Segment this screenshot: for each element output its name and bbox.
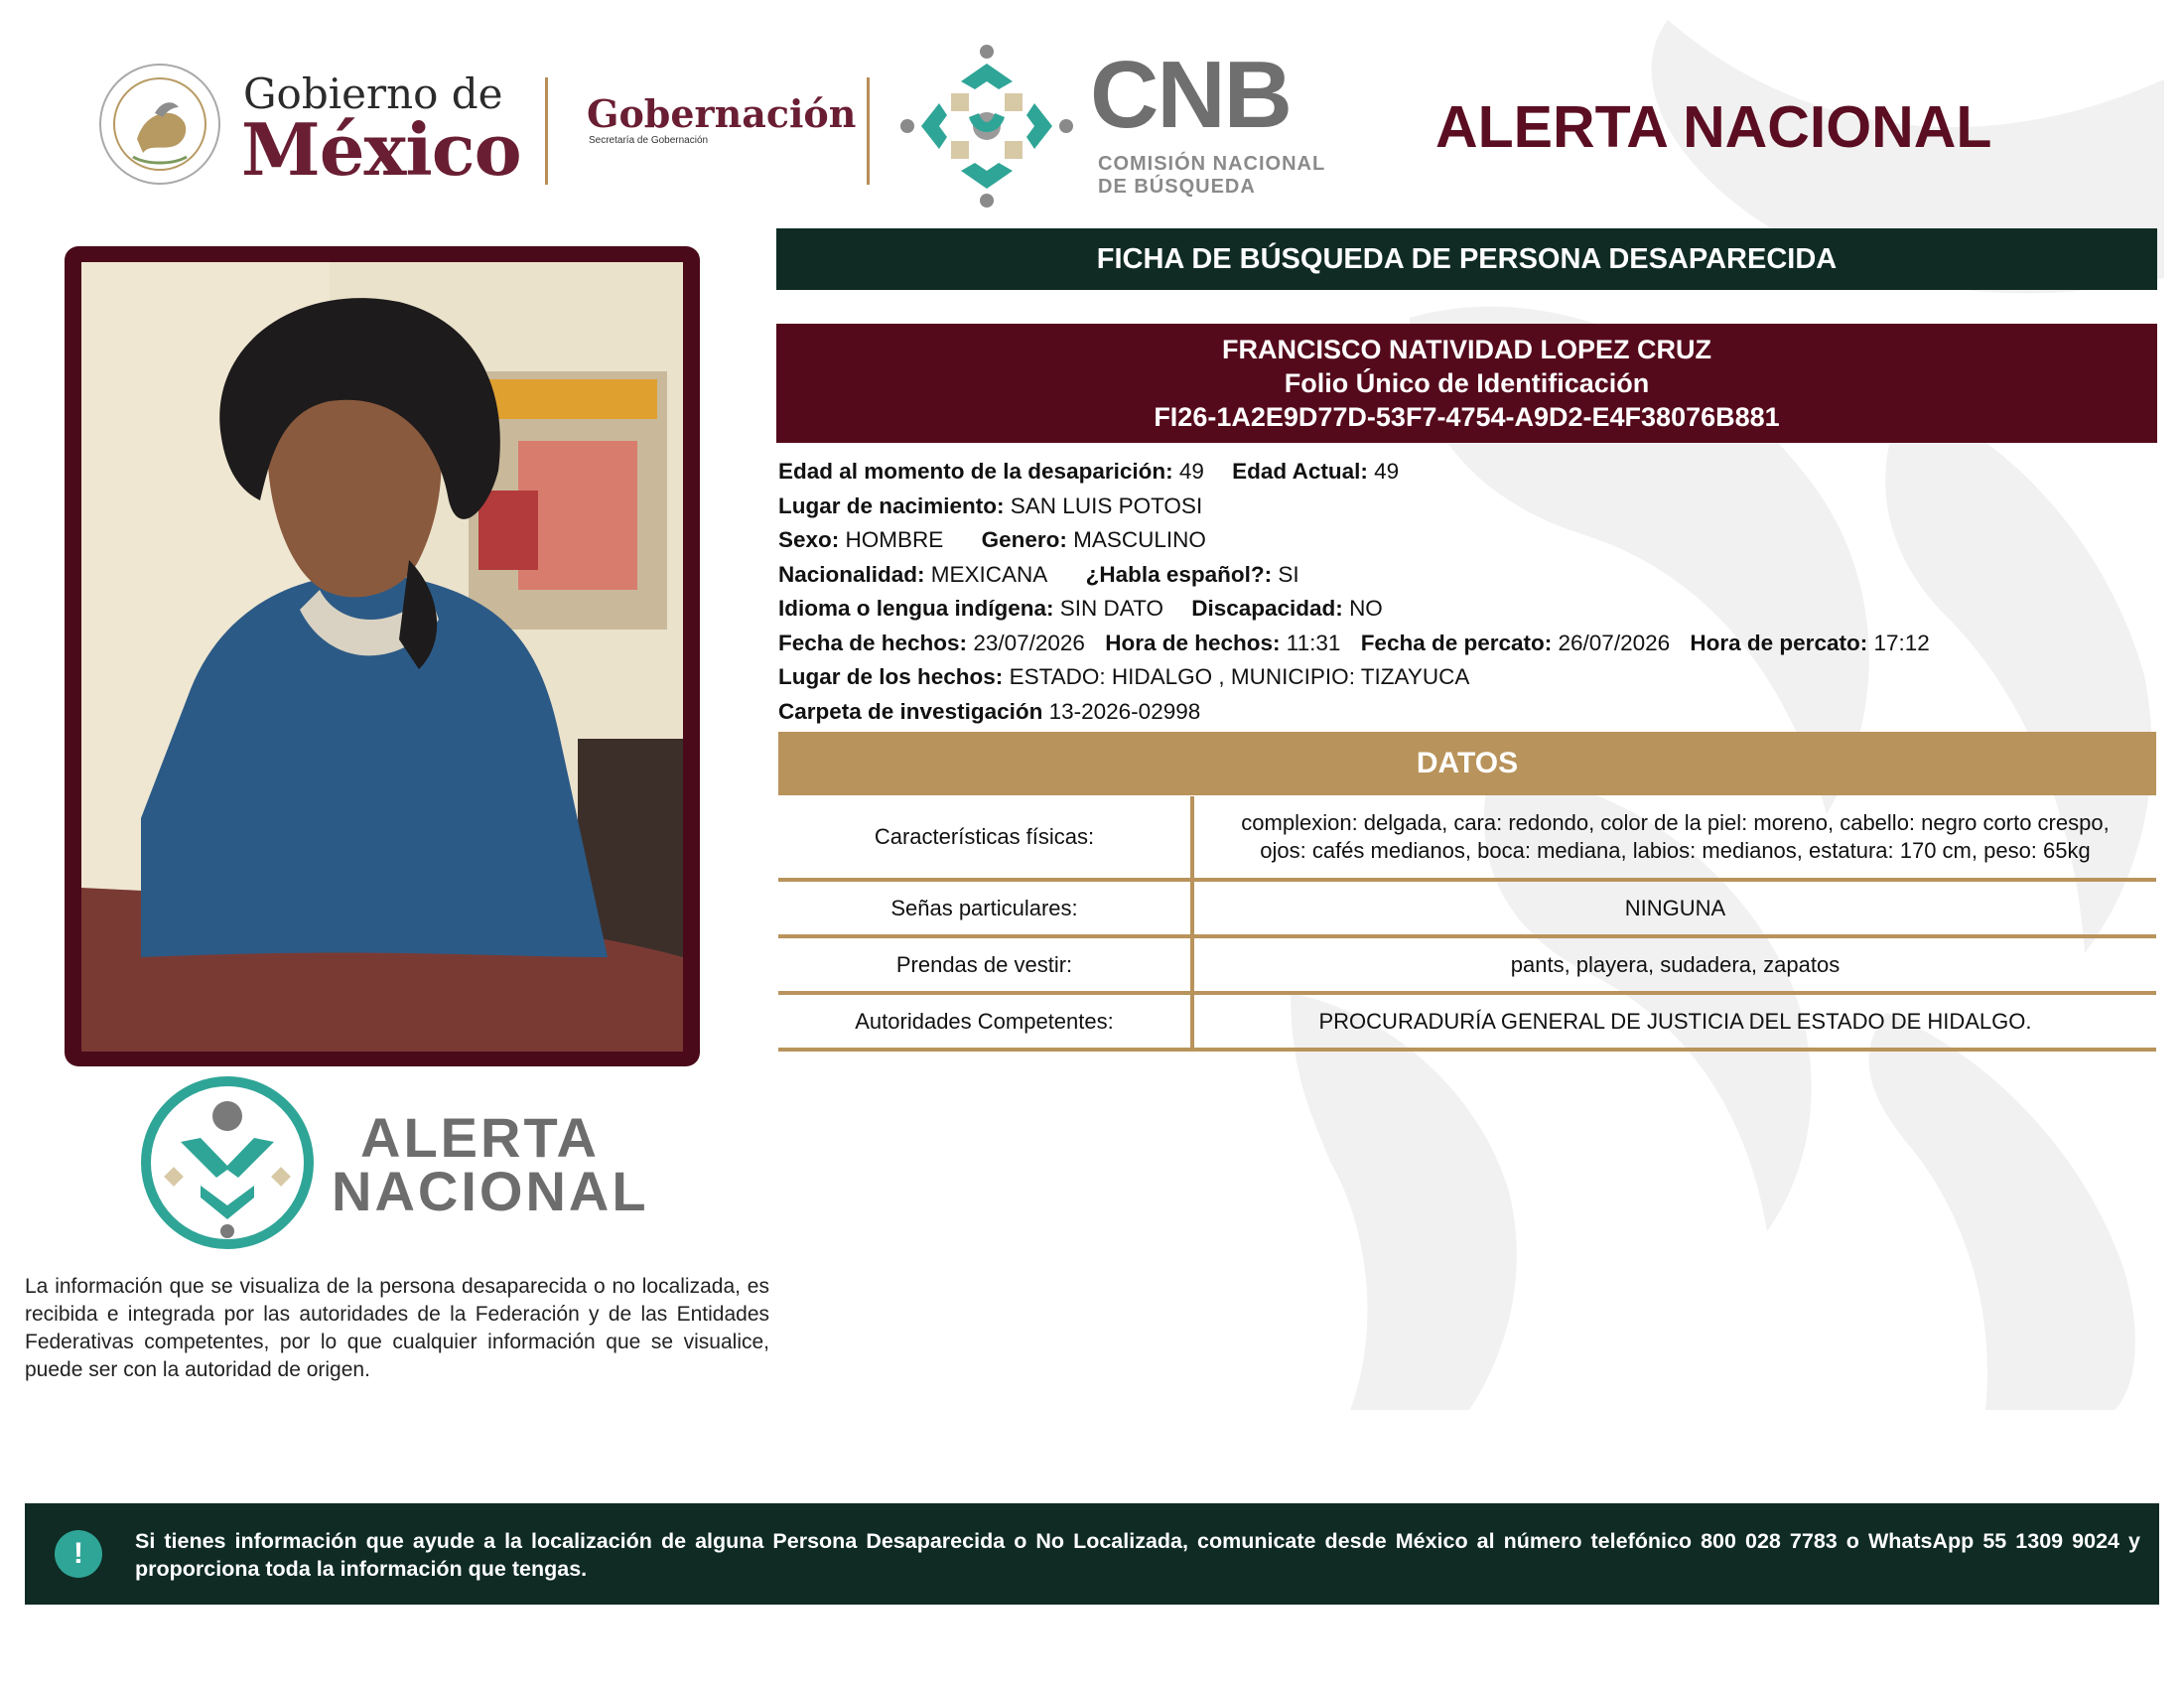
hora-hechos-label: Hora de hechos: (1105, 630, 1281, 655)
cnb-subtitle-2: DE BÚSQUEDA (1098, 176, 1256, 198)
info-row (778, 592, 2158, 627)
table-row (778, 880, 2156, 936)
discapacidad-value: NO (1349, 596, 1383, 621)
alerta-nacional-emblem-icon (139, 1074, 316, 1251)
sexo-label: Sexo: (778, 527, 840, 552)
cnb-emblem-icon (899, 42, 1074, 211)
genero-value: MASCULINO (1073, 527, 1206, 552)
idioma-label: Idioma o lengua indígena: (778, 596, 1054, 621)
edad-actual-label: Edad Actual: (1232, 459, 1368, 484)
person-photo (81, 262, 683, 1052)
sexo-value: HOMBRE (845, 527, 944, 552)
table-row (778, 993, 2156, 1050)
folio-label: Folio Único de Identificación (1284, 368, 1650, 398)
lugar-nacimiento-value: SAN LUIS POTOSI (1010, 492, 1203, 518)
gobernacion-logo-text: Gobernación (587, 91, 857, 136)
prendas-label: Prendas de vestir: (778, 936, 1192, 993)
cnb-subtitle-1: COMISIÓN NACIONAL (1098, 153, 1326, 175)
ficha-title-bar: FICHA DE BÚSQUEDA DE PERSONA DESAPARECIDA (776, 228, 2157, 290)
nacionalidad-value: MEXICANA (930, 561, 1048, 587)
info-row (778, 523, 2158, 558)
folio-number: FI26-1A2E9D77D-53F7-4754-A9D2-E4F38076B881 (1154, 402, 1780, 432)
disclaimer-text: La información que se visualiza de la persona desaparecida o no localizada, es recibida e integrada por las autoridades de la Federación y de las Entidades Federativas competentes, por lo que cualquier información que se visualice, puede ser con la autoridad de origen. (25, 1275, 769, 1381)
table-row (778, 796, 2156, 880)
caracteristicas-label: Características físicas: (778, 796, 1192, 880)
header-divider (545, 77, 548, 185)
datos-table (778, 796, 2156, 1052)
info-row (778, 695, 2158, 730)
info-row (778, 627, 2158, 661)
info-row (778, 455, 2158, 490)
senas-value: NINGUNA (1192, 880, 2156, 936)
info-row (778, 660, 2158, 695)
carpeta-label: Carpeta de investigación (778, 698, 1043, 724)
person-header (776, 324, 2157, 443)
edad-desaparicion-label: Edad al momento de la desaparición: (778, 459, 1173, 484)
exclamation-icon: ! (55, 1530, 102, 1578)
footer-bar (25, 1503, 2159, 1605)
fecha-hechos-label: Fecha de hechos: (778, 630, 968, 655)
header-divider (867, 77, 870, 185)
lugar-hechos-label: Lugar de los hechos: (778, 664, 1004, 689)
caracteristicas-line-2: ojos: cafés medianos, boca: mediana, labios: medianos, estatura: 170 cm, peso: 65kg (1260, 838, 2091, 863)
alerta-logo-line1: ALERTA (360, 1106, 600, 1169)
alerta-nacional-title: ALERTA NACIONAL (1435, 94, 1992, 160)
edad-desaparicion-value: 49 (1178, 459, 1204, 484)
hora-percato-label: Hora de percato: (1690, 630, 1868, 655)
gobierno-line1: Gobierno de (243, 70, 503, 118)
nacionalidad-label: Nacionalidad: (778, 561, 925, 587)
table-row (778, 936, 2156, 993)
autoridades-label: Autoridades Competentes: (778, 993, 1192, 1050)
person-info (778, 455, 2158, 729)
habla-espanol-value: SI (1278, 561, 1299, 587)
carpeta-value: 13-2026-02998 (1048, 698, 1201, 724)
footer-contact-text: Si tienes información que ayude a la localización de alguna Persona Desaparecida o No Localizada, comunicate desde México al número telefónico 800 028 7783 o WhatsApp 55 1309 9024 y proporciona toda la información que tengas. (135, 1529, 2140, 1581)
person-name: FRANCISCO NATIVIDAD LOPEZ CRUZ (1222, 335, 1711, 364)
habla-espanol-label: ¿Habla español?: (1085, 561, 1273, 587)
cnb-logo-text: CNB (1090, 42, 1291, 148)
autoridades-value: PROCURADURÍA GENERAL DE JUSTICIA DEL ESTADO DE HIDALGO. (1192, 993, 2156, 1050)
hora-hechos-value: 11:31 (1286, 630, 1341, 655)
hora-percato-value: 17:12 (1873, 630, 1930, 655)
genero-label: Genero: (981, 527, 1067, 552)
national-seal-icon (97, 62, 222, 187)
senas-label: Señas particulares: (778, 880, 1192, 936)
idioma-value: SIN DATO (1059, 596, 1163, 621)
fecha-percato-label: Fecha de percato: (1360, 630, 1553, 655)
caracteristicas-value (1192, 796, 2156, 880)
gobierno-line2: México (241, 107, 521, 192)
gobernacion-subtitle: Secretaría de Gobernación (589, 135, 709, 146)
info-row (778, 490, 2158, 524)
fecha-hechos-value: 23/07/2026 (973, 630, 1085, 655)
info-row (778, 558, 2158, 593)
discapacidad-label: Discapacidad: (1191, 596, 1343, 621)
alerta-logo-line2: NACIONAL (332, 1160, 649, 1222)
caracteristicas-line-1: complexion: delgada, cara: redondo, color de la piel: moreno, cabello: negro corto crespo, (1241, 810, 2110, 835)
datos-header: DATOS (778, 732, 2156, 795)
prendas-value: pants, playera, sudadera, zapatos (1192, 936, 2156, 993)
fecha-percato-value: 26/07/2026 (1558, 630, 1671, 655)
lugar-nacimiento-label: Lugar de nacimiento: (778, 492, 1005, 518)
lugar-hechos-value: ESTADO: HIDALGO , MUNICIPIO: TIZAYUCA (1009, 664, 1470, 689)
edad-actual-value: 49 (1374, 459, 1400, 484)
